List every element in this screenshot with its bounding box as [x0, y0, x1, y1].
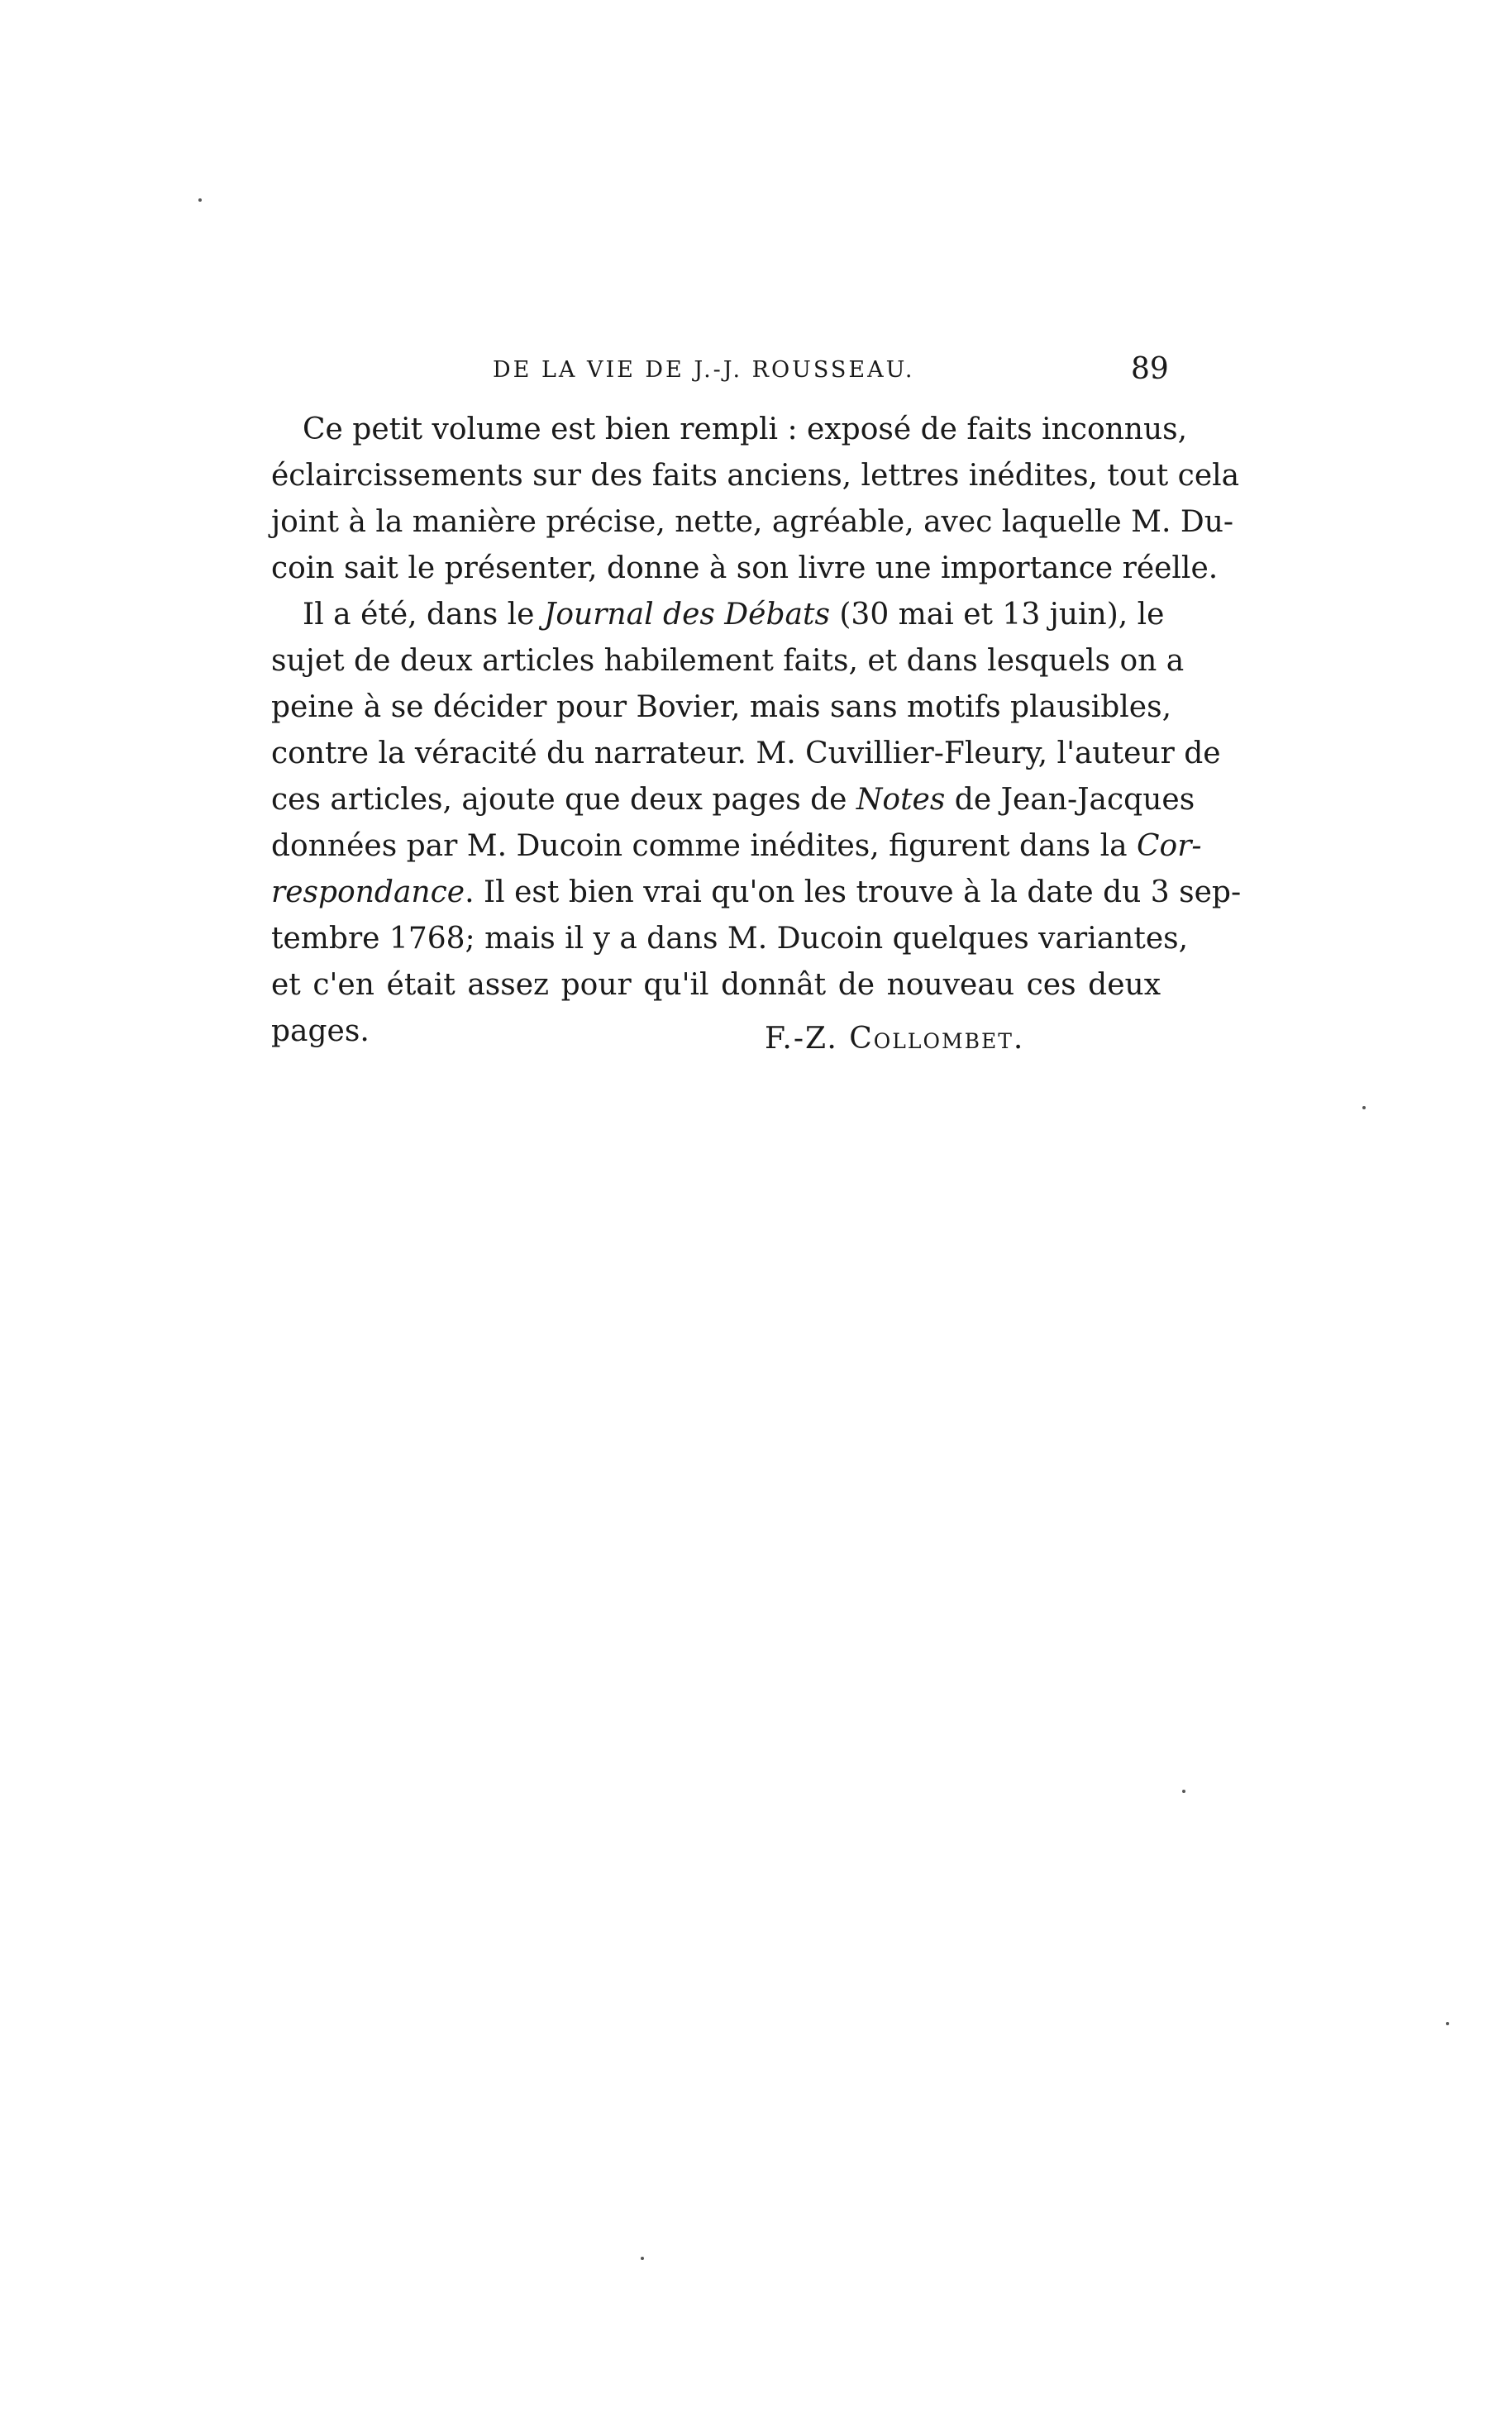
author-signature: [765, 1022, 1024, 1056]
body-line: respondance. Il est bien vrai qu'on les trouve à la date du 3 sep-: [271, 875, 1242, 909]
body-line: données par M. Ducoin comme inédites, figurent dans la Cor-: [271, 829, 1202, 863]
running-title: DE LA VIE DE J.-J. ROUSSEAU.: [493, 357, 915, 383]
page-number: 89: [1131, 352, 1169, 386]
paper-speck: [1362, 1106, 1366, 1109]
body-line: pages.: [271, 1014, 370, 1048]
body-line: et c'en était assez pour qu'il donnât de nouveau ces deux: [271, 968, 1161, 1002]
paper-speck: [1182, 1790, 1185, 1793]
body-line: peine à se décider pour Bovier, mais sans motifs plausibles,: [271, 690, 1172, 724]
body-line: joint à la manière précise, nette, agréable, avec laquelle M. Du-: [271, 505, 1234, 539]
paper-speck: [641, 2257, 644, 2260]
body-line: Il a été, dans le Journal des Débats (30 mai et 13 juin), le: [303, 598, 1165, 632]
body-line: ces articles, ajoute que deux pages de Notes de Jean-Jacques: [271, 783, 1195, 817]
body-line: sujet de deux articles habilement faits, et dans lesquels on a: [271, 644, 1185, 678]
body-line: tembre 1768; mais il y a dans M. Ducoin quelques variantes,: [271, 922, 1189, 956]
body-line: coin sait le présenter, donne à son livre une importance réelle.: [271, 551, 1219, 585]
body-line: contre la véracité du narrateur. M. Cuvillier-Fleury, l'auteur de: [271, 737, 1221, 770]
signature-initials: F.-Z.: [765, 1022, 838, 1056]
paper-speck: [198, 198, 202, 202]
body-line: éclaircissements sur des faits anciens, lettres inédites, tout cela: [271, 459, 1240, 493]
body-line: Ce petit volume est bien rempli : exposé de faits inconnus,: [303, 412, 1188, 446]
paper-speck: [1446, 2022, 1449, 2025]
signature-surname: Collombet.: [849, 1022, 1025, 1056]
